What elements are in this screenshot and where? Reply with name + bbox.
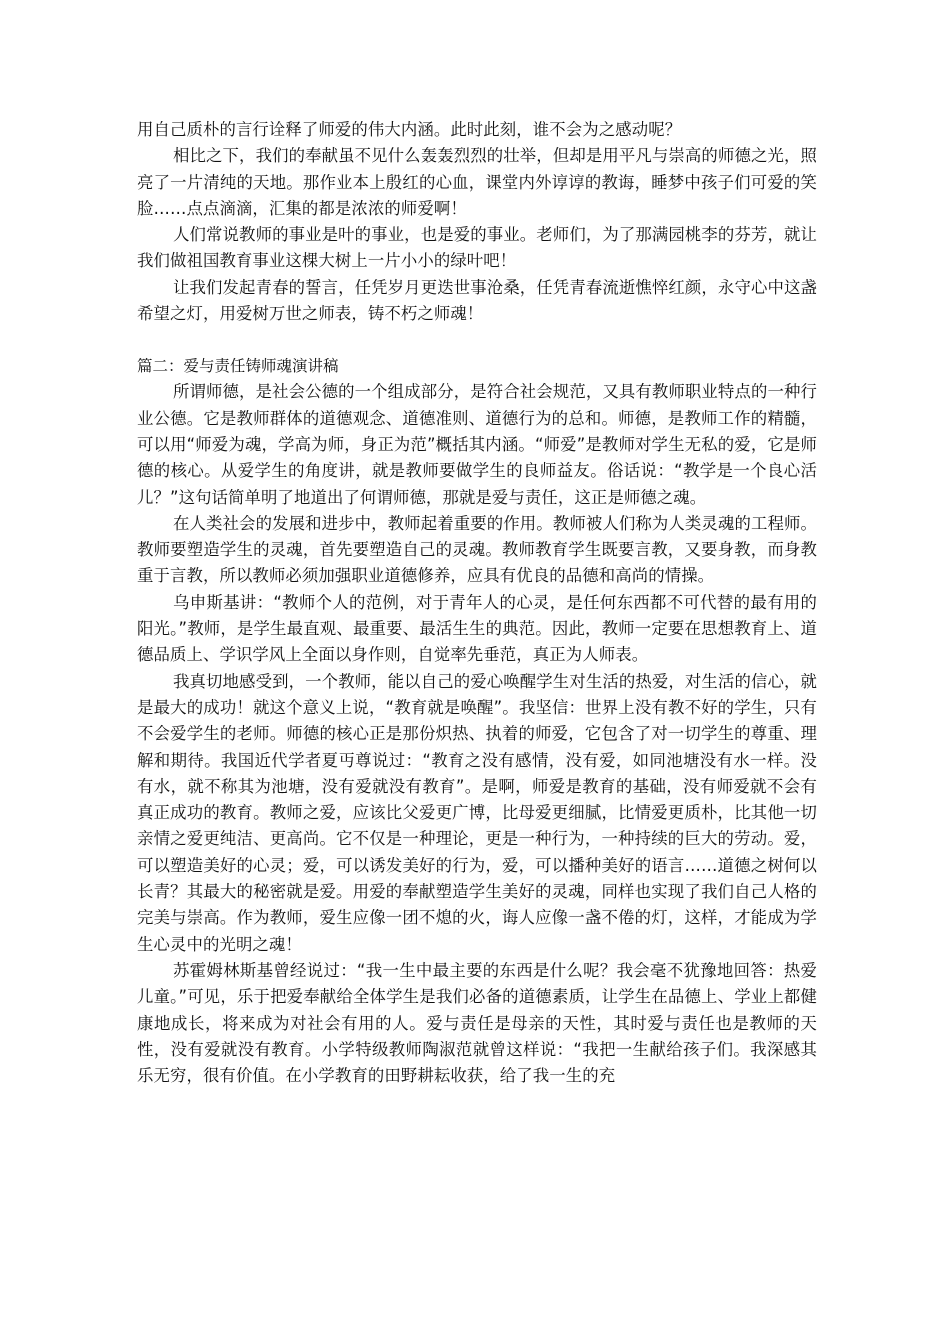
- paragraph: 我真切地感受到，一个教师，能以自己的爱心唤醒学生对生活的热爱，对生活的信心，就是最大的成功！就这个意义上说，“教育就是唤醒”。我坚信：世界上没有教不好的学生，只有不会爱学生的老师。师德的核心正是那份炽热、执着的师爱，它包含了对一切学生的尊重、理解和期待。我国近代学者夏丏尊说过：“教育之没有感情，没有爱，如同池塘没有水一样。没有水，就不称其为池塘，没有爱就没有教育”。是啊，师爱是教育的基础，没有师爱就不会有真正成功的教育。教师之爱，应该比父爱更广博，比母爱更细腻，比情爱更质朴，比其他一切亲情之爱更纯洁、更高尚。它不仅是一种理论，更是一种行为，一种持续的巨大的劳动。爱，可以塑造美好的心灵；爱，可以诱发美好的行为，爱，可以播种美好的语言……道德之树何以长青？其最大的秘密就是爱。用爱的奉献塑造学生美好的灵魂，同样也实现了我们自己人格的完美与崇高。作为教师，爱生应像一团不熄的火，诲人应像一盏不倦的灯，这样，才能成为学生心灵中的光明之魂！: [137, 671, 817, 954]
- section-title: 篇二：爱与责任铸师魂演讲稿: [137, 357, 339, 376]
- paragraph: 所谓师德，是社会公德的一个组成部分，是符合社会规范，又具有教师职业特点的一种行业公德。它是教师群体的道德观念、道德准则、道德行为的总和。师德，是教师工作的精髓，可以用“师爱为魂，学高为师，身正为范”概括其内涵。“师爱”是教师对学生无私的爱，它是师德的核心。从爱学生的角度讲，就是教师要做学生的良师益友。俗话说：“教学是一个良心活儿？”这句话简单明了地道出了何谓师德，那就是爱与责任，这正是师德之魂。: [137, 382, 817, 507]
- paragraph: 让我们发起青春的誓言，任凭岁月更迭世事沧桑，任凭青春流逝憔悴红颜，永守心中这盏希望之灯，用爱树万世之师表，铸不朽之师魂！: [137, 277, 817, 324]
- document-page: [137, 117, 817, 1089]
- paragraph: 人们常说教师的事业是叶的事业，也是爱的事业。老师们，为了那满园桃李的芬芳，就让我们做祖国教育事业这棵大树上一片小小的绿叶吧！: [137, 225, 817, 271]
- paragraph-continued: 用自己质朴的言行诠释了师爱的伟大内涵。此时此刻，谁不会为之感动呢？: [137, 120, 682, 139]
- paragraph: 在人类社会的发展和进步中，教师起着重要的作用。教师被人们称为人类灵魂的工程师。教师要塑造学生的灵魂，首先要塑造自己的灵魂。教师教育学生既要言教，又要身教，而身教重于言教，所以教师必须加强职业道德修养，应具有优良的品德和高尚的情操。: [137, 513, 817, 586]
- paragraph: 乌申斯基讲：“教师个人的范例，对于青年人的心灵，是任何东西都不可代替的最有用的阳光。”教师，是学生最直观、最重要、最活生生的典范。因此，教师一定要在思想教育上、道德品质上、学识学风上全面以身作则，自觉率先垂范，真正为人师表。: [137, 592, 817, 665]
- paragraph: 相比之下，我们的奉献虽不见什么轰轰烈烈的壮举，但却是用平凡与崇高的师德之光，照亮了一片清纯的天地。那作业本上殷红的心血，课堂内外谆谆的教诲，睡梦中孩子们可爱的笑脸……点点滴滴，汇集的都是浓浓的师爱啊！: [137, 146, 817, 218]
- section-spacer: [137, 327, 817, 353]
- paragraph: 苏霍姆林斯基曾经说过：“我一生中最主要的东西是什么呢？我会毫不犹豫地回答：热爱儿童。”可见，乐于把爱奉献给全体学生是我们必备的道德素质，让学生在品德上、学业上都健康地成长，将来成为对社会有用的人。爱与责任是母亲的天性，其时爱与责任也是教师的天性，没有爱就没有教育。小学特级教师陶淑范就曾这样说：“我把一生献给孩子们。我深感其乐无穷，很有价值。在小学教育的田野耕耘收获，给了我一生的充: [137, 960, 817, 1086]
